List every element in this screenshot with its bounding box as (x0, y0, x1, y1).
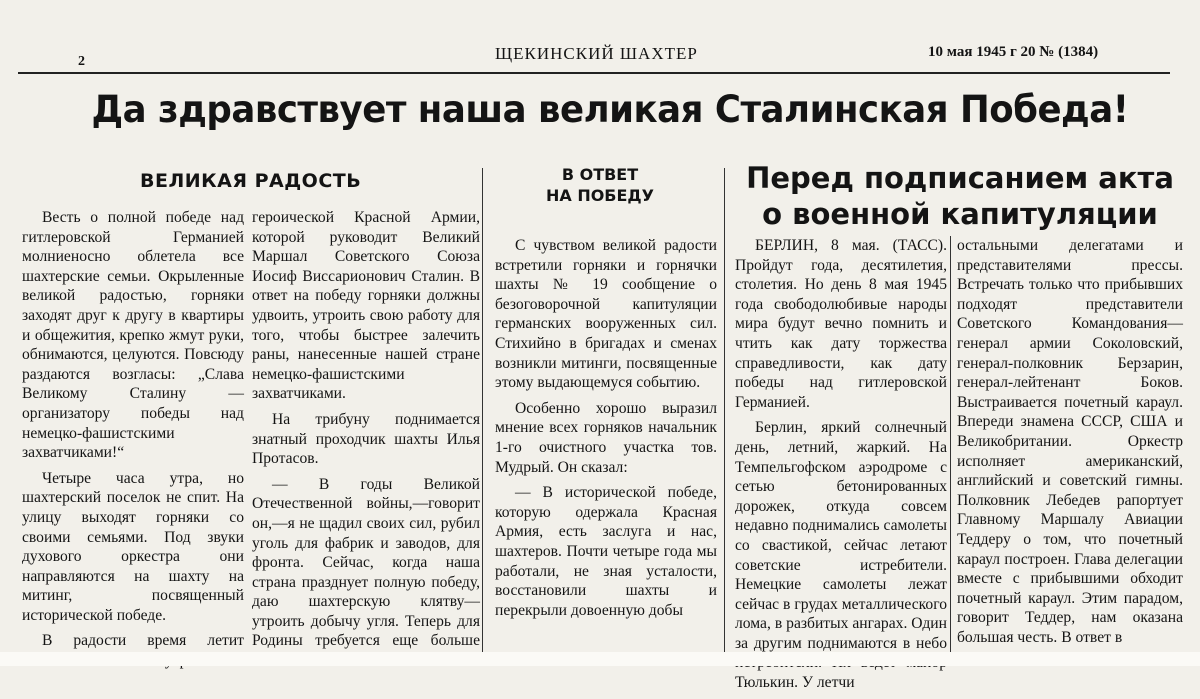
paragraph: Берлин, яркий солнечный день, летний, жаркий. На Темпельгофском аэродроме с сетью бетонированных дорожек, откуда совсем недавно поднимались самолеты со свастикой, сейчас летают советские истребители. Немецкие самолеты лежат сейчас в грудах металлического лома, в разбитых ангарах. Один за другим поднимаются в небо Тюлькин. У летчи (735, 419, 948, 692)
title-line: Перед подписанием акта (746, 161, 1174, 195)
article-title-otvet (540, 164, 660, 206)
paragraph: В радости время летит (42, 632, 244, 650)
article-otvet-column (495, 236, 717, 626)
paragraph: остальными делегатами и представителями прессы. Встречать только что прибывших подходят представители Советского Командования—генерал армии Соколовский, генерал-полковник Берзарин, генерал-лейтенант Боков. Выстраивается почетный караул. Впереди знамена СССР, США и Великобритании. Оркестр исполняет американский, английский и советский гимны. Полковник Лебедев рапортует Главному Маршалу Авиации Теддеру о том, что почетный караул построен. Глава делегации вместе с прибывшими обходит почетный караул. Этим парадом, говорит Теддер, нам оказана большая честь. В ответ в (957, 237, 1183, 646)
article-title-radost: ВЕЛИКАЯ РАДОСТЬ (140, 170, 362, 192)
title-line: В ОТВЕТ (561, 165, 639, 184)
page-number: 2 (78, 54, 85, 69)
main-headline: Да здравствует наша великая Сталинская Победа! (91, 88, 1129, 131)
paragraph: героической Красной Армии, которой руководит Великий Маршал Советского Союза Иосиф Виссарионович Сталин. В ответ на победу горняки должны удвоить, утроить свою работу для того, чтобы быстрее залечить раны, нанесенные нашей стране немецко-фашистскими захватчиками. (252, 209, 480, 403)
newspaper-name: ЩЕКИНСКИЙ ШАХТЕР (495, 44, 698, 63)
masthead-rule (18, 72, 1170, 74)
article-akt-column-2 (957, 236, 1183, 653)
title-line: о военной капитуляции (762, 197, 1158, 231)
article-radost-column-2 (252, 208, 480, 677)
paragraph: Весть о полной победе над гитлеровской Германией молниеносно облетела все шахтерские семьи. Окрыленные великой радостью, горняки заходят друг к другу в квартиры и общежития, крепко жмут руки, обнимаются, целуются. Повсюду раздаются возгласы: „Слава Великому Сталину —организатору победы над немецко-фашистскими захватчиками!“ (22, 209, 244, 462)
page-bottom-edge (0, 652, 1200, 666)
paragraph: БЕРЛИН, 8 мая. (ТАСС). Пройдут года, десятилетия, столетия. Но день 8 мая 1945 года свободолюбивые народы мира будут вечно помнить и чтить как дату торжества справедливости, как дату победы над гитлеровской Германией. (735, 237, 947, 411)
paragraph: — В исторической победе, которую одержала Красная Армия, есть заслуга и нас, шахтеров. Почти четыре года мы работали, не зная усталости, восстановили шахты и перекрыли довоенную добы (495, 484, 717, 619)
issue-line: 10 мая 1945 г 20 № (1384) (928, 44, 1099, 60)
column-divider (950, 236, 951, 666)
masthead (20, 40, 1180, 70)
article-radost-column-1 (22, 208, 244, 677)
column-divider (482, 168, 483, 666)
paragraph: Четыре часа утра, но шахтерский поселок не спит. На улицу выходят горняки со своими семьями. Под звуки духового оркестра они направляются на шахту на митинг, посвященный исторической победе. (22, 469, 244, 624)
paragraph: — В годы Великой Отечественной войны,—говорит он,—я не щадил своих сил, рубил уголь для фабрик и заводов, для фронта. Сейчас, когда наша страна празднует полную победу, даю шахтерскую клятву—утроить добычу угля. Теперь для Родины требуется еще больше (252, 475, 480, 650)
paragraph: С чувством великой радости встретили горняки и горнячки шахты № 19 сообщение о безоговорочной капитуляции германских вооруженных сил. Стихийно в бригадах и сменах возникли митинги, посвященные этому выдающемуся событию. (495, 237, 717, 392)
column-divider (724, 168, 725, 666)
title-line: НА ПОБЕДУ (545, 186, 655, 205)
article-akt-column-1 (735, 236, 947, 699)
paragraph: На трибуну поднимается знатный проходчик шахты Илья Протасов. (252, 410, 480, 468)
paragraph: Особенно хорошо выразил мнение всех горняков начальник 1-го очистного участка тов. Мудрый. Он сказал: (495, 399, 717, 476)
article-title-akt (740, 160, 1180, 232)
